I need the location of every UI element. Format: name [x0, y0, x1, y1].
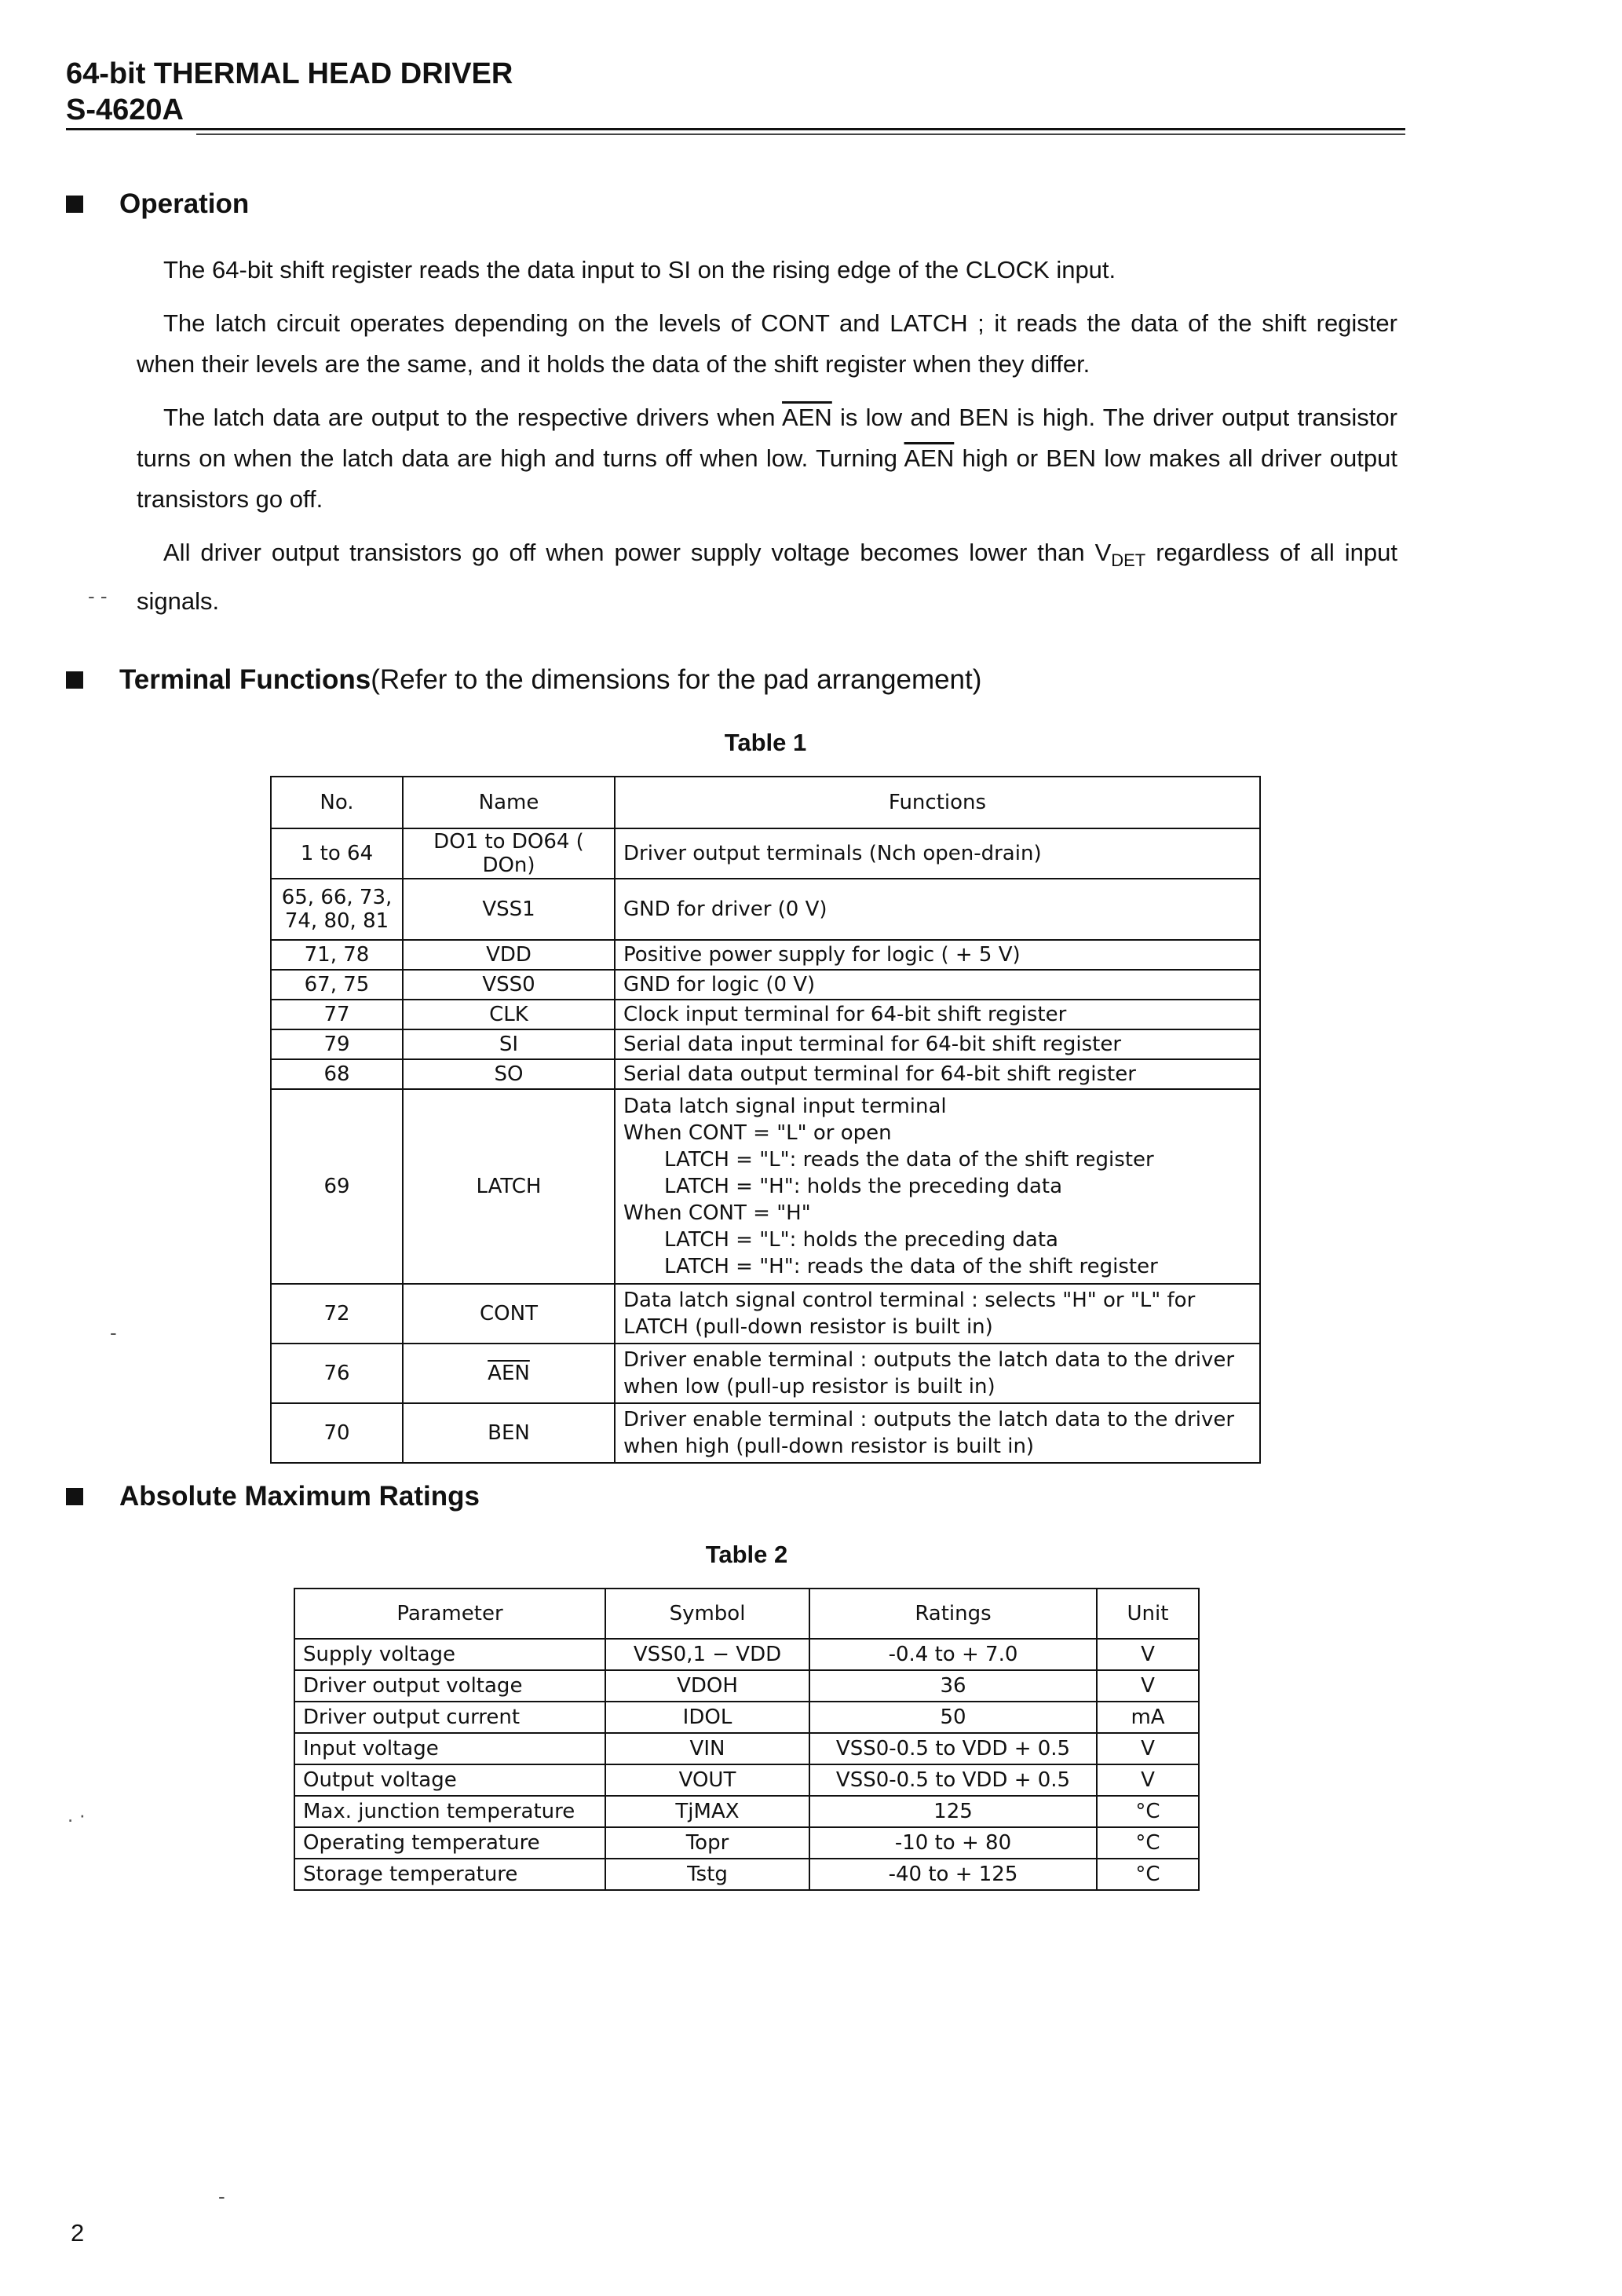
bullet-square-icon	[66, 196, 83, 213]
header-rule	[66, 128, 1405, 130]
header-rule-thin	[196, 133, 1405, 135]
column-header: Unit	[1097, 1589, 1199, 1639]
table-row: 1 to 64 DO1 to DO64 ( DOn) Driver output terminals (Nch open-drain)	[271, 828, 1260, 879]
operation-heading: Operation	[66, 188, 249, 220]
table-row: Operating temperature Topr -10 to + 80 °C	[294, 1827, 1199, 1859]
scan-speck: . ·	[68, 1803, 86, 1826]
operation-paragraph-2: The latch circuit operates depending on the levels of CONT and LATCH ; it reads the data of the shift register when their levels are the same, and it holds the data of the shift register when they differ.	[137, 309, 1397, 378]
terminal-heading: Terminal Functions (Refer to the dimensions for the pad arrangement)	[66, 664, 981, 696]
table-row: Driver output current IDOL 50 mA	[294, 1702, 1199, 1733]
table-1-caption: Table 1	[724, 729, 807, 756]
operation-paragraph-4: All driver output transistors go off when power supply voltage becomes lower than $V_{DET}$ regardless of all input signals.	[137, 539, 1397, 616]
table-row: 77 CLK Clock input terminal for 64-bit shift register	[271, 1000, 1260, 1029]
column-header: Symbol	[605, 1589, 809, 1639]
operation-paragraph-3: The latch data are output to the respective drivers when $\overline{AEN}$ is low and BEN is high. The driver output transistor turns on when the latch data are high and turns off when low. Turning $\overline{AEN}$ high or BEN low makes all driver output transistors go off.	[137, 404, 1397, 513]
operation-paragraph-1: The 64-bit shift register reads the data input to SI on the rising edge of the CLOCK input.	[163, 256, 1116, 283]
ratings-heading: Absolute Maximum Ratings	[66, 1481, 480, 1512]
page-number: 2	[71, 2219, 85, 2247]
bullet-square-icon	[66, 671, 83, 689]
table-row: 70 BEN Driver enable terminal : outputs the latch data to the driver when high (pull-down resistor is built in)	[271, 1403, 1260, 1463]
column-header: No.	[271, 777, 403, 828]
table-row: 68 SO Serial data output terminal for 64-bit shift register	[271, 1059, 1260, 1089]
table-row: Output voltage VOUT VSS0-0.5 to VDD + 0.5 V	[294, 1764, 1199, 1796]
bullet-square-icon	[66, 1488, 83, 1505]
scan-speck: ‐ ‐	[88, 584, 108, 608]
scan-speck: ‐	[110, 1321, 117, 1344]
terminal-functions-table	[270, 776, 1261, 1464]
table-row: 72 CONT Data latch signal control terminal : selects "H" or "L" for LATCH (pull-down resistor is built in)	[271, 1284, 1260, 1344]
table-row: 79 SI Serial data input terminal for 64-bit shift register	[271, 1029, 1260, 1059]
table-row: Storage temperature Tstg -40 to + 125 °C	[294, 1859, 1199, 1890]
table-row: 67, 75 VSS0 GND for logic (0 V)	[271, 970, 1260, 1000]
table-row: 69 LATCH Data latch signal input terminal When CONT = "L" or open LATCH = "L": reads the data of the shift register LATCH = "H": holds the preceding data When CONT = "H" LATCH = "L": holds the preceding data LATCH = "H": reads the data of the shift register	[271, 1089, 1260, 1284]
table-row: 76 $\overline{AEN}$ Driver enable terminal : outputs the latch data to the driver when low (pull-up resistor is built in)	[271, 1344, 1260, 1403]
absolute-max-ratings-table	[294, 1588, 1200, 1891]
table-row: Max. junction temperature TjMAX 125 °C	[294, 1796, 1199, 1827]
column-header: Ratings	[809, 1589, 1097, 1639]
table-row: Driver output voltage VDOH 36 V	[294, 1670, 1199, 1702]
table-row: 71, 78 VDD Positive power supply for logic ( + 5 V)	[271, 940, 1260, 970]
table-row: Input voltage VIN VSS0-0.5 to VDD + 0.5 V	[294, 1733, 1199, 1764]
column-header: Name	[403, 777, 615, 828]
table-row: Supply voltage VSS0,1 − VDD -0.4 to + 7.0 V	[294, 1639, 1199, 1670]
scan-speck: ‐	[218, 2184, 225, 2208]
document-title: 64-bit THERMAL HEAD DRIVER	[66, 57, 513, 90]
operation-text	[137, 250, 1397, 634]
column-header: Parameter	[294, 1589, 605, 1639]
part-number: S-4620A	[66, 93, 184, 126]
column-header: Functions	[615, 777, 1260, 828]
table-2-caption: Table 2	[705, 1541, 788, 1568]
table-row: 65, 66, 73, 74, 80, 81 VSS1 GND for driver (0 V)	[271, 879, 1260, 940]
